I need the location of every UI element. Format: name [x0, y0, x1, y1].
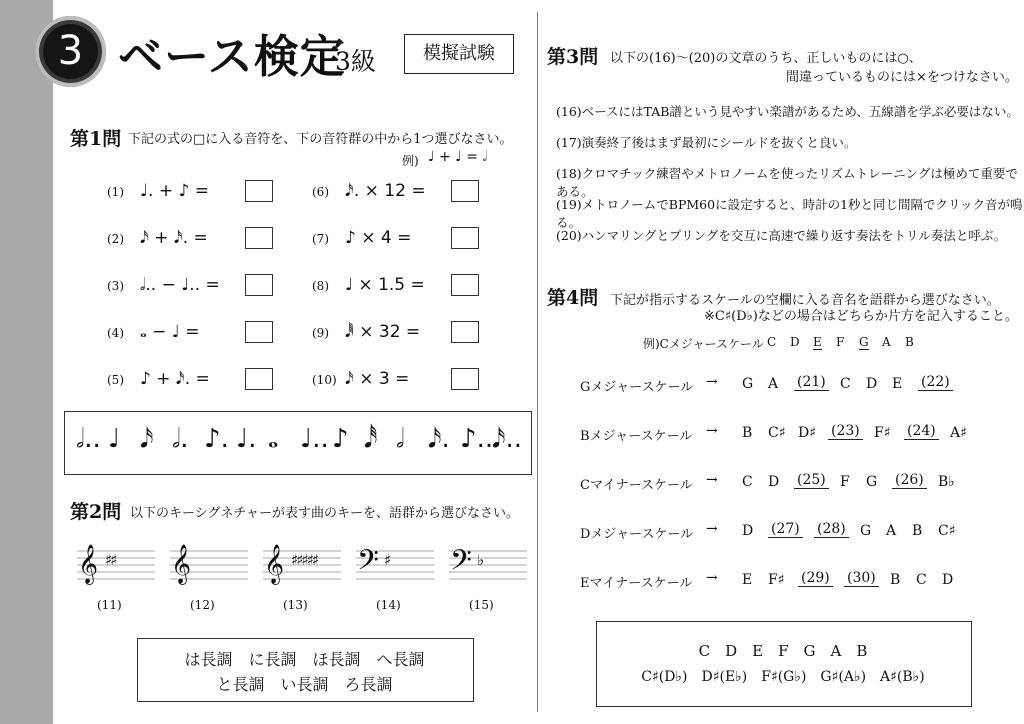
page-title: ベース検定 [118, 30, 346, 83]
grade-label: 3級 [335, 47, 376, 76]
q1-item-expression: 𝅘𝅥𝅱 × 32 = [345, 322, 421, 342]
column-divider [537, 12, 538, 712]
example-note: A [882, 335, 891, 349]
scale-note: F [840, 474, 850, 490]
q1-item-number: (3) [107, 279, 124, 293]
scale-note: G [866, 474, 878, 490]
note-name-bank-line2: C♯(D♭) D♯(E♭) F♯(G♭) G♯(A♭) A♯(B♭) [641, 669, 925, 685]
note-name-bank-line1: C D E F G A B [698, 642, 868, 660]
scale-note: G [860, 523, 872, 539]
q4-example-label: 例)Cメジャースケール [643, 337, 764, 351]
treble-clef-icon: 𝄞 [78, 544, 99, 584]
q4-label: 第4問 [547, 287, 599, 309]
q1-example-expr: ♩ + ♩ = 𝅗𝅥 [428, 149, 487, 165]
answer-blank: (27) [768, 521, 803, 538]
scale-note: B [742, 425, 753, 441]
scale-name: Cマイナースケール [580, 478, 693, 493]
scale-note: C [742, 474, 753, 490]
scale-name: Bメジャースケール [580, 429, 693, 444]
q1-item-number: (10) [312, 373, 337, 387]
q1-item-expression: 𝅗𝅥.. − ♩.. = [140, 275, 220, 295]
arrow-icon: → [706, 374, 718, 390]
answer-blank: (25) [794, 472, 829, 489]
q1-item-expression: 𝅘𝅥𝅯 × 3 = [345, 369, 410, 389]
answer-box [451, 368, 479, 390]
answer-box [451, 227, 479, 249]
note-bank-item: ♩.. [300, 424, 329, 454]
note-bank-item: 𝅘𝅥𝅰 [364, 424, 378, 454]
scale-note: A♯ [950, 425, 967, 441]
arrow-icon: → [706, 521, 718, 537]
bass-clef-icon: 𝄢 [357, 544, 379, 584]
q1-item-number: (7) [312, 232, 329, 246]
scale-note: A [886, 523, 897, 539]
answer-box [245, 180, 273, 202]
treble-clef-icon: 𝄞 [264, 544, 285, 584]
q1-item-expression: 𝅘𝅥𝅯 + 𝅘𝅥𝅯. = [140, 228, 208, 248]
answer-blank: (21) [794, 374, 829, 391]
answer-box [245, 274, 273, 296]
scale-note: C [840, 376, 851, 392]
q3-statement: (18)クロマチック練習やメトロノームを使ったリズムトレーニングは極めて重要である。 [556, 166, 1018, 199]
note-bank-item: ♩. [236, 424, 257, 454]
scale-note: D [768, 474, 780, 490]
q1-item-number: (9) [312, 326, 329, 340]
q1-instruction: 下記の式の□に入る音符を、下の音符群の中から1つ選びなさい。 [128, 132, 513, 147]
example-note: G [859, 335, 869, 349]
arrow-icon: → [706, 472, 718, 488]
scale-note: E [892, 376, 903, 392]
answer-box [451, 274, 479, 296]
answer-blank: (24) [904, 423, 939, 440]
staff-number: (13) [283, 598, 308, 612]
staff-number: (12) [190, 598, 215, 612]
q1-item-expression: 𝅝 − ♩ = [140, 322, 200, 342]
scale-note: C♯ [938, 523, 956, 539]
answer-blank: (22) [918, 374, 953, 391]
answer-box [451, 321, 479, 343]
q3-statement: (20)ハンマリングとプリングを交互に高速で繰り返す奏法をトリル奏法と呼ぶ。 [556, 228, 1007, 243]
note-bank-item: 𝅘𝅥𝅯.. [492, 424, 523, 454]
staff-number: (14) [376, 598, 401, 612]
answer-box [245, 368, 273, 390]
scale-name: Eマイナースケール [580, 576, 693, 591]
example-note: B [905, 335, 914, 349]
note-bank-item: 𝅗𝅥. [172, 424, 189, 454]
example-note: C [767, 335, 777, 349]
note-name-bank-box [596, 621, 972, 707]
answer-blank: (23) [828, 423, 863, 440]
scale-note: D [742, 523, 754, 539]
q4-instruction-2: ※C♯(D♭)などの場合はどちらか片方を記入すること。 [704, 309, 1018, 324]
staff-number: (11) [97, 598, 122, 612]
note-bank-item: ♪.. [460, 424, 494, 454]
scale-name: Gメジャースケール [580, 380, 694, 395]
scale-note: C [916, 572, 927, 588]
example-note: E [813, 335, 822, 349]
scale-note: G [742, 376, 754, 392]
key-signature: ♯ [384, 551, 390, 569]
key-signature: ♯♯♯♯♯ [291, 551, 318, 569]
q1-item-number: (4) [107, 326, 124, 340]
example-note: F [836, 335, 845, 349]
scale-note: A [768, 376, 779, 392]
q2-instruction: 以下のキーシグネチャーが表す曲のキーを、語群から選びなさい。 [130, 506, 519, 521]
answer-box [245, 321, 273, 343]
scale-note: D [866, 376, 878, 392]
q1-item-expression: ♩ × 1.5 = [345, 275, 425, 295]
q1-item-expression: ♩. + ♪ = [140, 181, 209, 201]
scale-note: F♯ [874, 425, 891, 441]
q3-statement: (16)ベースにはTAB譜という見やすい楽譜があるため、五線譜を学ぶ必要はない。 [556, 104, 1019, 119]
scale-note: C♯ [768, 425, 786, 441]
q1-item-number: (6) [312, 185, 329, 199]
key-words-line1: は長調 に長調 ほ長調 へ長調 [184, 650, 425, 669]
scale-name: Dメジャースケール [580, 527, 694, 542]
example-note: D [790, 335, 800, 349]
left-sidebar [0, 0, 53, 724]
q3-label: 第3問 [547, 46, 599, 68]
q3-instruction-1: 以下の(16)〜(20)の文章のうち、正しいものには○、 [610, 51, 922, 66]
q1-example-prefix: 例) [402, 154, 419, 168]
q2-label: 第2問 [70, 501, 122, 523]
note-bank-item: ♪ [332, 424, 349, 454]
treble-clef-icon: 𝄞 [171, 544, 192, 584]
q1-item-expression: ♪ + 𝅘𝅥𝅯. = [140, 369, 210, 389]
answer-blank: (26) [892, 472, 927, 489]
answer-blank: (30) [844, 570, 879, 587]
key-signature: ♯♯ [105, 551, 116, 569]
scale-note: F♯ [768, 572, 785, 588]
staff-number: (15) [469, 598, 494, 612]
answer-box [451, 180, 479, 202]
answer-blank: (28) [814, 521, 849, 538]
q3-instruction-2: 間違っているものには×をつけなさい。 [786, 70, 1018, 85]
note-bank-item: ♩ [108, 424, 121, 454]
note-bank-item: 𝅝 [268, 424, 279, 454]
q3-statement: (17)演奏終了後はまず最初にシールドを抜くと良い。 [556, 135, 857, 150]
q1-item-number: (2) [107, 232, 124, 246]
q1-item-number: (8) [312, 279, 329, 293]
bass-clef-icon: 𝄢 [450, 544, 472, 584]
arrow-icon: → [706, 423, 718, 439]
mock-exam-label: 模擬試験 [404, 34, 514, 74]
note-bank-item: 𝅘𝅥𝅯. [428, 424, 450, 454]
scale-note: B [912, 523, 923, 539]
scale-note: D [942, 572, 954, 588]
q1-item-number: (1) [107, 185, 124, 199]
q1-item-expression: ♪ × 4 = [345, 228, 412, 248]
answer-blank: (29) [798, 570, 833, 587]
scale-note: D♯ [798, 425, 816, 441]
key-words-line2: と長調 い長調 ろ長調 [216, 675, 393, 694]
note-bank-item: 𝅗𝅥 [396, 424, 405, 454]
q4-instruction-1: 下記が指示するスケールの空欄に入る音名を語群から選びなさい。 [610, 293, 1000, 308]
q1-item-number: (5) [107, 373, 124, 387]
q1-item-expression: 𝅘𝅥𝅯. × 12 = [345, 181, 426, 201]
note-bank-item: 𝅘𝅥𝅯 [140, 424, 154, 454]
q1-label: 第1問 [70, 128, 122, 150]
section-number: 3 [43, 24, 98, 79]
arrow-icon: → [706, 570, 718, 586]
answer-box [245, 227, 273, 249]
note-bank-item: 𝅗𝅥.. [76, 424, 101, 454]
note-bank-item: ♪. [204, 424, 229, 454]
key-signature: ♭ [477, 551, 483, 569]
scale-note: B♭ [938, 474, 955, 490]
q3-statement: (19)メトロノームでBPM60に設定すると、時計の1秒と同じ間隔でクリック音が鳴る。 [556, 197, 1023, 230]
scale-note: B [890, 572, 901, 588]
scale-note: E [742, 572, 753, 588]
